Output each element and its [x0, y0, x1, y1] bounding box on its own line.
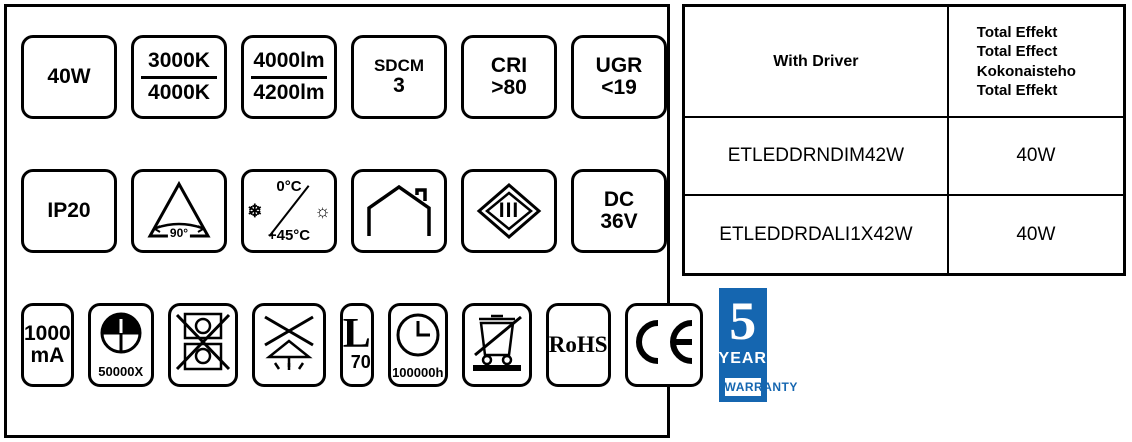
protection-class-icon [461, 169, 557, 253]
class-diamond-shape [476, 182, 542, 240]
header-total-power [948, 7, 1123, 117]
cri-value: >80 [491, 76, 527, 99]
switching-cycles-icon [88, 303, 154, 387]
color-temperature-icon [131, 35, 227, 119]
crossed-luminaire-symbol [171, 311, 235, 378]
snowflake-icon: ❄ [247, 201, 263, 221]
do-not-cover-symbol [255, 311, 323, 378]
ugr-value: <19 [601, 76, 637, 99]
crossed-wheelie-bin-symbol [465, 311, 529, 378]
power-label: 40W [47, 64, 91, 88]
switch-symbol [91, 311, 151, 362]
lumen-maintenance-icon [340, 303, 374, 387]
driver-code: ETLEDDRNDIM42W [685, 117, 948, 195]
warranty-year-label: YEAR [718, 350, 767, 367]
luminous-flux-icon [241, 35, 337, 119]
dc-voltage-icon [571, 169, 667, 253]
indoor-use-icon [351, 169, 447, 253]
icon-row-compliance [7, 291, 798, 394]
protection-class-label: III [498, 198, 520, 222]
current-unit: mA [30, 344, 65, 367]
dc-value: 36V [600, 210, 638, 233]
icon-row-specifications [7, 29, 667, 125]
rohs-label: RoHS [548, 331, 608, 357]
driver-power: 40W [948, 195, 1123, 273]
ce-symbol [628, 317, 700, 372]
table-header-row [685, 7, 1123, 117]
sun-icon: ☼ [314, 201, 331, 221]
beam-angle-icon [131, 169, 227, 253]
dc-label: DC [603, 187, 635, 211]
driver-table [685, 7, 1123, 273]
ugr-label: UGR [595, 53, 643, 77]
icon-row-environment [7, 163, 667, 259]
temp-min-label: 0°C [276, 178, 302, 195]
temp-symbols [244, 194, 334, 228]
driver-code: ETLEDDRDALI1X42W [685, 195, 948, 273]
lumen-maintenance-letter: L [342, 310, 371, 357]
beam-cone-shape [142, 180, 216, 242]
not-for-emergency-lighting-icon [168, 303, 238, 387]
ip-rating-icon [21, 169, 117, 253]
ip-rating-label: IP20 [47, 198, 91, 222]
flux-low-label: 4000lm [251, 48, 327, 78]
cri-icon [461, 35, 557, 119]
sdcm-icon [351, 35, 447, 119]
cct-high-label: 4000K [148, 80, 210, 104]
lifetime-icon [388, 303, 448, 387]
cri-label: CRI [490, 53, 528, 77]
warranty-badge [717, 286, 798, 404]
warranty-text: WARRANTY [724, 380, 798, 394]
driver-table-panel [682, 4, 1126, 276]
header-with-driver: With Driver [685, 7, 948, 117]
cct-low-label: 3000K [141, 48, 217, 78]
house-shape [363, 182, 435, 240]
ugr-icon [571, 35, 667, 119]
flux-high-label: 4200lm [253, 80, 325, 104]
header-line-4: Total Effekt [976, 81, 1058, 99]
driver-power: 40W [948, 117, 1123, 195]
table-row [685, 195, 1123, 273]
table-row [685, 117, 1123, 195]
sdcm-label: SDCM [373, 56, 425, 76]
ce-mark-icon [625, 303, 703, 387]
lifetime-label: 100000h [392, 364, 444, 380]
sdcm-value: 3 [393, 73, 405, 97]
icon-panel [4, 4, 798, 438]
not-covered-icon [252, 303, 326, 387]
header-line-3: Kokonaisteho [976, 62, 1076, 80]
operating-temperature-icon [241, 169, 337, 253]
current-value: 1000 [24, 321, 71, 345]
power-icon [21, 35, 117, 119]
lumen-maintenance-value: 70 [350, 352, 371, 373]
drive-current-icon [21, 303, 74, 387]
warranty-years-number: 5 [729, 291, 757, 351]
switching-cycles-label: 50000X [98, 364, 144, 380]
header-line-2: Total Effect [976, 43, 1058, 61]
clock-symbol [391, 311, 445, 364]
beam-angle-label: 90° [169, 226, 189, 241]
weee-disposal-icon [462, 303, 532, 387]
header-line-1: Total Effekt [976, 24, 1058, 42]
temp-max-label: +45°C [267, 227, 311, 244]
rohs-icon [546, 303, 611, 387]
